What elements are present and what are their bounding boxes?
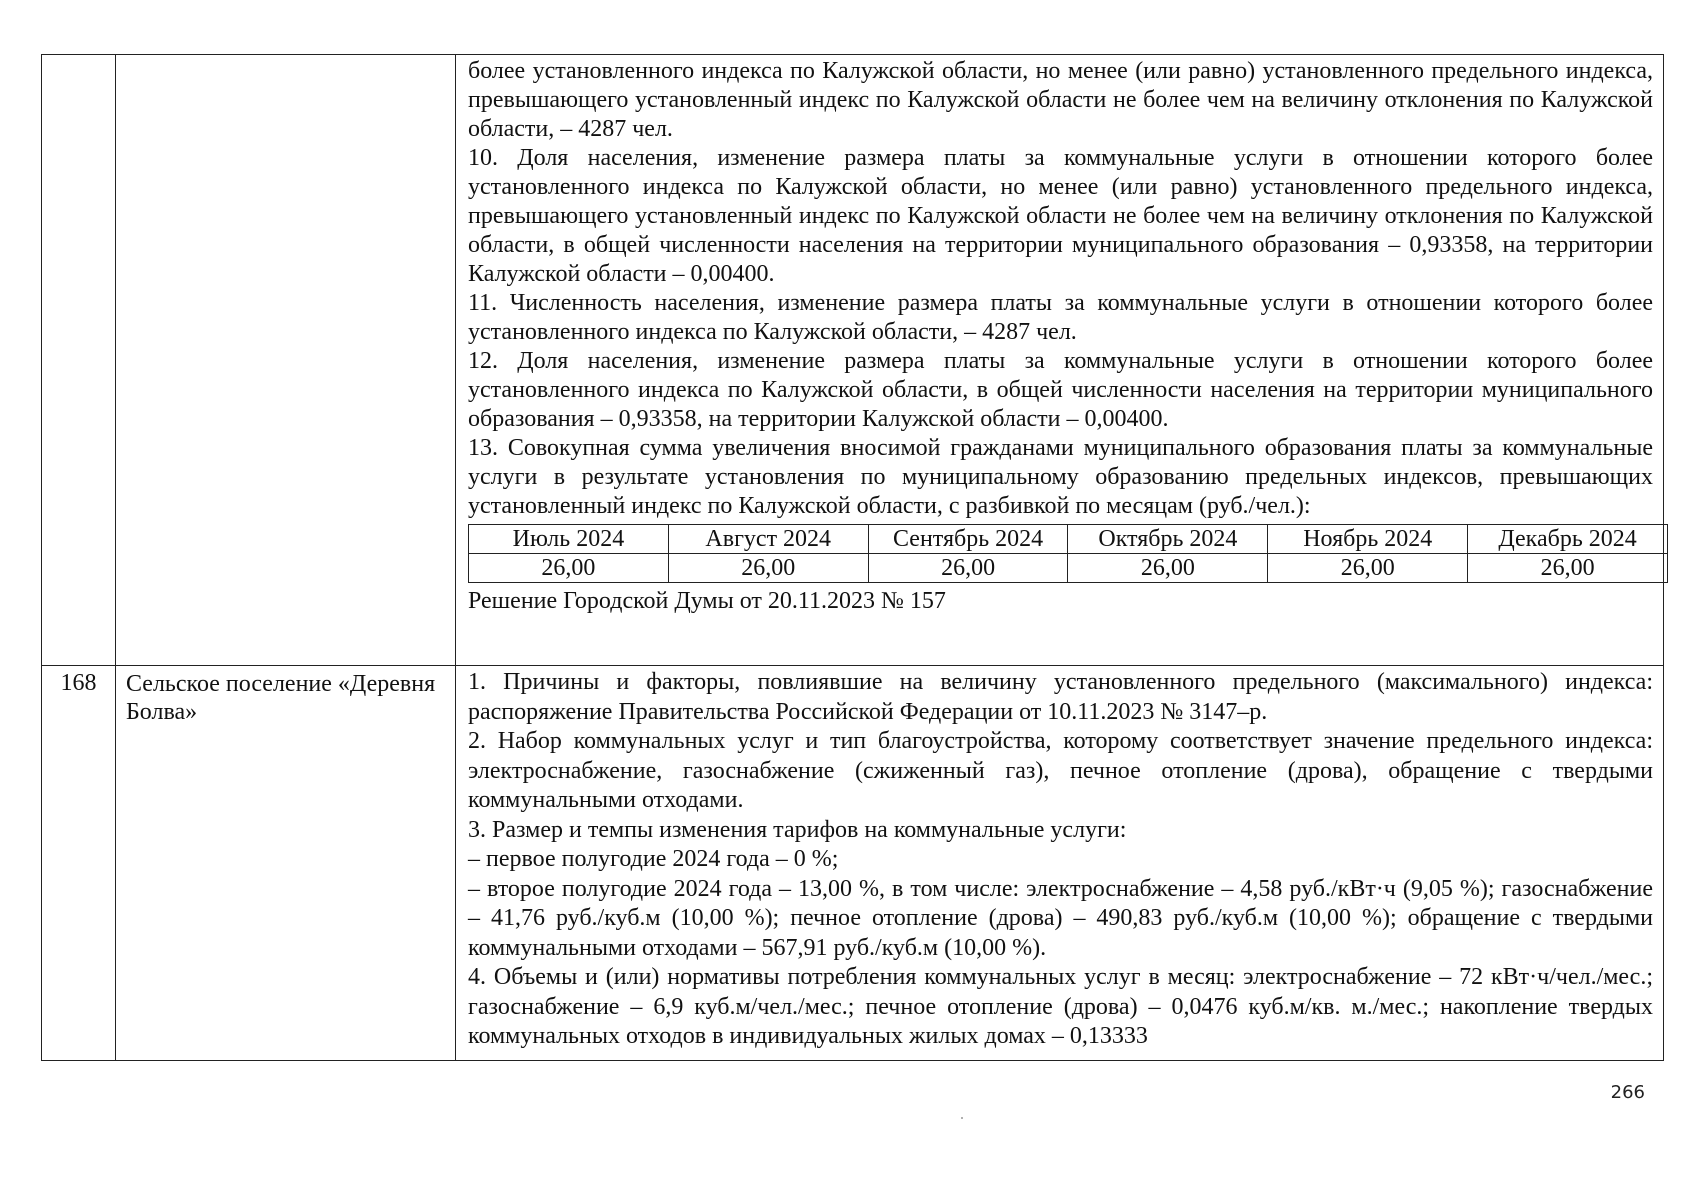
month-header: Сентябрь 2024 [868,525,1068,554]
month-value: 26,00 [469,554,669,583]
paragraph: – второе полугодие 2024 года – 13,00 %, в том числе: электроснабжение – 4,58 руб./кВт·ч (9,05 %); газоснабжение – 41,76 руб./куб.м (10,00 %); печное отопление (дрова) – 490,83 руб./куб.м (10,00 %); обращение с твердыми коммунальными отходами – 567,91 руб./куб.м (10,00 %). [468,875,1653,961]
months-value-row [469,554,1668,583]
month-value: 26,00 [868,554,1068,583]
paragraph: 13. Совокупная сумма увеличения вносимой гражданами муниципального образования платы за коммунальные услуги в результате установления по муниципальному образованию предельных индексов, превышающих установленный индекс по Калужской области, с разбивкой по месяцам (руб./чел.): [468,435,1653,519]
month-header: Октябрь 2024 [1068,525,1268,554]
months-header-row [469,525,1668,554]
month-value: 26,00 [668,554,868,583]
paragraph: 3. Размер и темпы изменения тарифов на коммунальные услуги: [468,816,1127,843]
paragraph: 2. Набор коммунальных услуг и тип благоустройства, которому соответствует значение предельного индекса: электроснабжение, газоснабжение (сжиженный газ), печное отопление (дрова), обращение с твердыми коммунальными отходами. [468,728,1653,813]
paragraph: 12. Доля населения, изменение размера платы за коммунальные услуги в отношении которого более установленного индекса по Калужской области, в общей численности населения на территории муниципального образования – 0,93358, на территории Калужской области – 0,00400. [468,348,1653,432]
paragraph: 10. Доля населения, изменение размера платы за коммунальные услуги в отношении которого более установленного индекса по Калужской области, но менее (или равно) установленного предельного индекса, превышающего установленный индекс по Калужской области не более чем на величину отклонения по Калужской области, в общей численности населения на территории муниципального образования – 0,93358, на территории Калужской области – 0,00400. [468,145,1653,287]
row-content [456,55,1664,666]
page-number: 266 [1610,1082,1645,1103]
paragraph: более установленного индекса по Калужской области, но менее (или равно) установленного предельного индекса, превышающего установленный индекс по Калужской области не более чем на величину отклонения по Калужской области, – 4287 чел. [468,58,1653,142]
decision-reference: Решение Городской Думы от 20.11.2023 № 157 [468,588,946,614]
monthly-sum-table [468,524,1668,583]
month-header: Декабрь 2024 [1468,525,1668,554]
document-table [41,54,1664,1061]
paragraph: – первое полугодие 2024 года – 0 %; [468,846,839,872]
paragraph: 11. Численность населения, изменение размера платы за коммунальные услуги в отношении которого более установленного индекса по Калужской области, – 4287 чел. [468,290,1653,345]
month-header: Июль 2024 [469,525,669,554]
month-value: 26,00 [1068,554,1268,583]
scan-speck [961,1117,963,1119]
paragraph: 1. Причины и факторы, повлиявшие на величину установленного предельного (максимального) индекса: распоряжение Правительства Российской Федерации от 10.11.2023 № 3147–р. [468,669,1653,725]
month-header: Ноябрь 2024 [1268,525,1468,554]
table-row [42,666,1664,1061]
month-value: 26,00 [1268,554,1468,583]
paragraph: 4. Объемы и (или) нормативы потребления коммунальных услуг в месяц: электроснабжение – 72 кВт·ч/чел./мес.; газоснабжение – 6,9 куб.м/чел./мес.; печное отопление (дрова) – 0,0476 куб.м/кв. м./мес.; накопление твердых коммунальных отходов в индивидуальных жилых домах – 0,13333 [468,964,1653,1049]
municipality-name [116,55,456,666]
row-content [456,666,1664,1061]
month-value: 26,00 [1468,554,1668,583]
municipality-name: Сельское поселение «Деревня Болва» [116,666,456,1061]
row-number [42,55,116,666]
row-number: 168 [42,666,116,1061]
month-header: Август 2024 [668,525,868,554]
table-row [42,55,1664,666]
